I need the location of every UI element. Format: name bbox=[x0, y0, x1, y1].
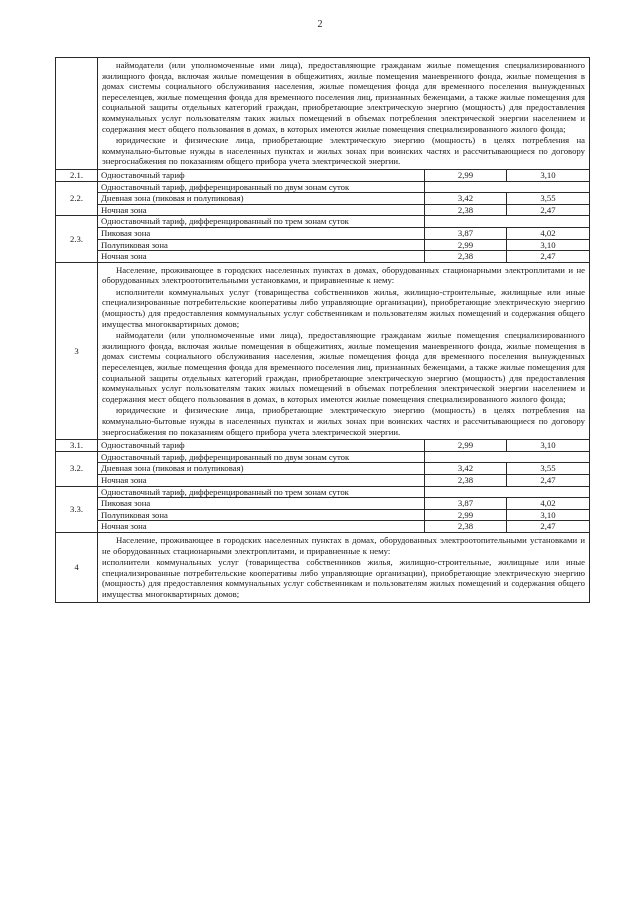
tariff-label: Одноставочный тариф bbox=[98, 169, 425, 181]
section-number: 3 bbox=[56, 262, 98, 440]
tariff-value-first-half: 2,38 bbox=[425, 251, 507, 263]
table-row bbox=[56, 251, 590, 263]
tariff-label: Одноставочный тариф bbox=[98, 440, 425, 452]
section-number: 4 bbox=[56, 532, 98, 602]
section-4-description bbox=[98, 532, 590, 602]
table-row bbox=[56, 169, 590, 181]
tariff-value-second-half: 3,10 bbox=[507, 509, 590, 521]
row-number: 3.2. bbox=[56, 451, 98, 486]
tariff-value-second-half: 2,47 bbox=[507, 204, 590, 216]
tariff-value-first-half: 2,99 bbox=[425, 169, 507, 181]
tariff-label: Полупиковая зона bbox=[98, 239, 425, 251]
tariff-label: Пиковая зона bbox=[98, 498, 425, 510]
tariff-group-header: Одноставочный тариф, дифференцированный по трем зонам суток bbox=[98, 486, 425, 498]
table-row bbox=[56, 486, 590, 498]
section-3-description bbox=[98, 262, 590, 440]
tariff-value-first-half: 3,42 bbox=[425, 193, 507, 205]
paragraph: юридические и физические лица, приобретающие электрическую энергию (мощность) в целях потребления на коммунально-бытовые нужды в населенных пунктах и жилых зонах при воинских частях и рассчитывающиеся по договору энергоснабжения по показаниям общего прибора учета электрической энергии. bbox=[102, 405, 585, 437]
tariff-table bbox=[55, 57, 590, 603]
tariff-value-first-half: 2,99 bbox=[425, 440, 507, 452]
tariff-value-first-half: 3,87 bbox=[425, 227, 507, 239]
tariff-value-second-half: 3,10 bbox=[507, 239, 590, 251]
table-row bbox=[56, 193, 590, 205]
section-2-description bbox=[98, 58, 590, 170]
paragraph: Население, проживающее в городских населенных пунктах в домах, оборудованных электроотопительными установками и не оборудованных стационарными электроплитами, и приравненные к нему: bbox=[102, 534, 585, 556]
tariff-label: Дневная зона (пиковая и полупиковая) bbox=[98, 193, 425, 205]
table-row bbox=[56, 204, 590, 216]
tariff-value-second-half: 2,47 bbox=[507, 474, 590, 486]
tariff-value-second-half: 3,55 bbox=[507, 463, 590, 475]
table-row bbox=[56, 440, 590, 452]
section-4-description-row bbox=[56, 532, 590, 602]
tariff-value-second-half: 4,02 bbox=[507, 227, 590, 239]
tariff-value-first-half: 2,38 bbox=[425, 474, 507, 486]
tariff-value-first-half: 2,99 bbox=[425, 239, 507, 251]
table-row bbox=[56, 474, 590, 486]
tariff-value-second-half: 4,02 bbox=[507, 498, 590, 510]
tariff-value-second-half: 3,10 bbox=[507, 440, 590, 452]
paragraph: наймодатели (или уполномоченные ими лица), предоставляющие гражданам жилые помещения специализированного жилищного фонда, включая жилые помещения в общежитиях, жилые помещения маневренного фонда, жилые помещения в домах системы социального обслуживания населения, жилые помещения фонда для временного поселения вынужденных переселенцев, жилые помещения фонда для временного поселения лиц, признанных беженцами, а также жилые помещения для социальной защиты отдельных категорий граждан, приобретающие электрическую энергию (мощность) для предоставления коммунальных услуг пользователям таких жилых помещений в объемах потребления электрической энергии населением и содержания мест общего пользования в домах, в которых имеются жилые помещения специализированного жилого фонда; bbox=[102, 330, 585, 404]
row-number: 3.1. bbox=[56, 440, 98, 452]
table-row bbox=[56, 509, 590, 521]
tariff-group-header: Одноставочный тариф, дифференцированный по двум зонам суток bbox=[98, 451, 425, 463]
row-number: 3.3. bbox=[56, 486, 98, 532]
table-row bbox=[56, 463, 590, 475]
table-row bbox=[56, 521, 590, 533]
tariff-value-second-half: 2,47 bbox=[507, 251, 590, 263]
tariff-group-header: Одноставочный тариф, дифференцированный по трем зонам суток bbox=[98, 216, 425, 228]
row-number: 2.2. bbox=[56, 181, 98, 216]
paragraph: исполнители коммунальных услуг (товарищества собственников жилья, жилищно-строительные, жилищные или иные специализированные потребительские кооперативы либо управляющие организации), приобретающие электрическую энергию (мощность) для предоставления коммунальных услуг собственникам и пользователям жилых помещений и содержания общего имущества многоквартирных домов; bbox=[102, 557, 585, 599]
tariff-label: Пиковая зона bbox=[98, 227, 425, 239]
table-row bbox=[56, 239, 590, 251]
table-row bbox=[56, 181, 590, 193]
tariff-value-second-half: 3,55 bbox=[507, 193, 590, 205]
tariff-value-first-half: 2,99 bbox=[425, 509, 507, 521]
tariff-label: Ночная зона bbox=[98, 204, 425, 216]
tariff-value-first-half: 2,38 bbox=[425, 204, 507, 216]
paragraph: наймодатели (или уполномоченные ими лица), предоставляющие гражданам жилые помещения специализированного жилищного фонда, включая жилые помещения в общежитиях, жилые помещения маневренного фонда, жилые помещения в домах системы социального обслуживания населения, жилые помещения фонда для временного поселения вынужденных переселенцев, жилые помещения фонда для временного поселения лиц, признанных беженцами, а также жилые помещения для социальной защиты отдельных категорий граждан, приобретающие электрическую энергию (мощность) для предоставления коммунальных услуг пользователям таких жилых помещений в объемах потребления электрической энергии населением и содержания мест общего пользования в домах, в которых имеются жилые помещения специализированного жилого фонда; bbox=[102, 60, 585, 134]
table-row bbox=[56, 498, 590, 510]
tariff-value-first-half: 3,87 bbox=[425, 498, 507, 510]
tariff-value-second-half: 2,47 bbox=[507, 521, 590, 533]
tariff-value-second-half: 3,10 bbox=[507, 169, 590, 181]
section-3-description-row bbox=[56, 262, 590, 440]
paragraph: Население, проживающее в городских населенных пунктах в домах, оборудованных стационарными электроплитами и не оборудованных электроотопительными установками, и приравненные к нему: bbox=[102, 264, 585, 286]
tariff-label: Полупиковая зона bbox=[98, 509, 425, 521]
tariff-label: Дневная зона (пиковая и полупиковая) bbox=[98, 463, 425, 475]
row-number: 2.1. bbox=[56, 169, 98, 181]
paragraph: юридические и физические лица, приобретающие электрическую энергию (мощность) в целях потребления на коммунально-бытовые нужды в населенных пунктах и жилых зонах при воинских частях и рассчитывающиеся по договору энергоснабжения по показаниям общего прибора учета электрической энергии. bbox=[102, 135, 585, 167]
paragraph: исполнители коммунальных услуг (товарищества собственников жилья, жилищно-строительные, жилищные или иные специализированные потребительские кооперативы либо управляющие организации), приобретающие электрическую энергию (мощность) для предоставления коммунальных услуг собственникам и пользователям жилых помещений и содержания общего имущества многоквартирных домов; bbox=[102, 286, 585, 329]
row-number: 2.3. bbox=[56, 216, 98, 262]
table-row bbox=[56, 216, 590, 228]
table-row bbox=[56, 451, 590, 463]
tariff-label: Ночная зона bbox=[98, 474, 425, 486]
tariff-value-first-half: 3,42 bbox=[425, 463, 507, 475]
tariff-group-header: Одноставочный тариф, дифференцированный по двум зонам суток bbox=[98, 181, 425, 193]
tariff-value-first-half: 2,38 bbox=[425, 521, 507, 533]
page-number: 2 bbox=[317, 19, 323, 30]
section-2-description-row bbox=[56, 58, 590, 170]
tariff-label: Ночная зона bbox=[98, 251, 425, 263]
table-row bbox=[56, 227, 590, 239]
tariff-label: Ночная зона bbox=[98, 521, 425, 533]
